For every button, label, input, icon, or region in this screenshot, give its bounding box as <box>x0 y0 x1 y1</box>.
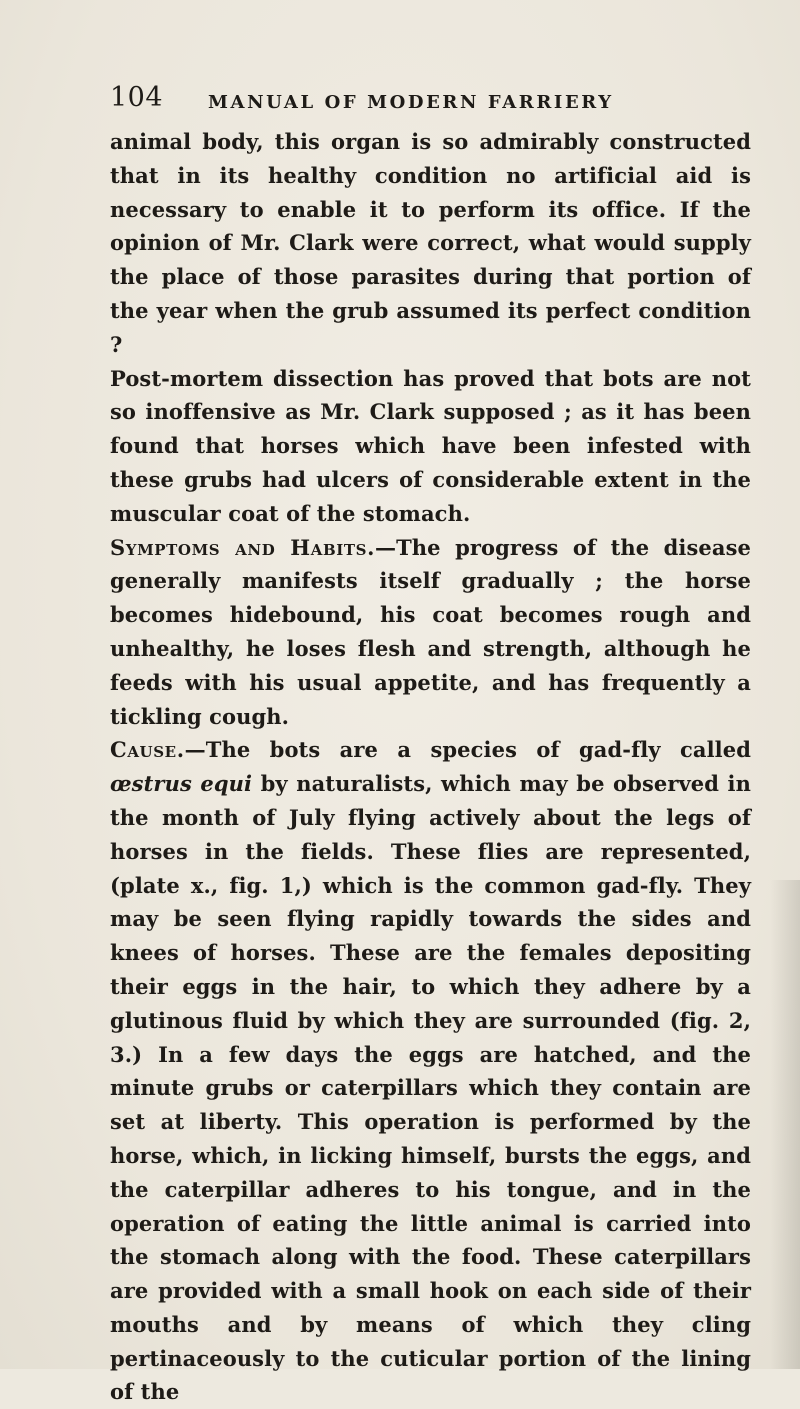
page-header <box>110 84 750 124</box>
section-heading-symptoms: Symptoms and Habits. <box>110 534 375 560</box>
page-edge-shadow <box>770 880 800 1369</box>
running-title: MANUAL OF MODERN FARRIERY <box>208 92 614 113</box>
symptoms-text: —The progress of the disease generally manifests itself gradually ; the horse becomes hidebound, his coat becomes rough and unhealthy, he loses flesh and strength, although he feeds with his usual appetite, and has frequently a tickling cough. <box>110 534 751 729</box>
page-number: 104 <box>110 82 164 113</box>
body-text <box>110 125 751 1409</box>
paragraph-cause <box>110 733 751 1409</box>
cause-text-start: —The bots are a species of gad-fly called <box>184 737 751 763</box>
paragraph-continued: animal body, this organ is so admirably constructed that in its healthy condition no artificial aid is necessary to enable it to perform its office. If the opinion of Mr. Clark were correct, what would supply the place of those parasites during that portion of the year when the grub assumed its perfect condition ? <box>110 129 751 357</box>
cause-text-rest: by naturalists, which may be observed in the month of July flying actively about the legs of horses in the fields. These flies are represented, (plate x., fig. 1,) which is the common gad-fly. They may be seen flying rapidly towards the sides and knees of horses. These are the females depositing their eggs in the hair, to which they adhere by a glutinous fluid by which they are surrounded (fig. 2, 3.) In a few days the eggs are hatched, and the minute grubs or caterpillars which they contain are set at liberty. This operation is performed by the horse, which, in licking himself, bursts the eggs, and the caterpillar adheres to his tongue, and in the operation of eating the little animal is carried into the stomach along with the food. These caterpillars are provided with a small hook on each side of their mouths and by means of which they cling pertinaceously to the cuticular portion of the lining of the <box>110 771 752 1405</box>
paragraph-symptoms <box>110 531 751 734</box>
paragraph-post-mortem: Post-mortem dissection has proved that bots are not so inoffensive as Mr. Clark supposed ; as it has been found that horses which have been infested with these grubs had ulcers of considerable extent in the muscular coat of the stomach. <box>110 365 751 526</box>
latin-species-name: œstrus equi <box>110 771 253 797</box>
section-heading-cause: Cause. <box>110 737 185 763</box>
